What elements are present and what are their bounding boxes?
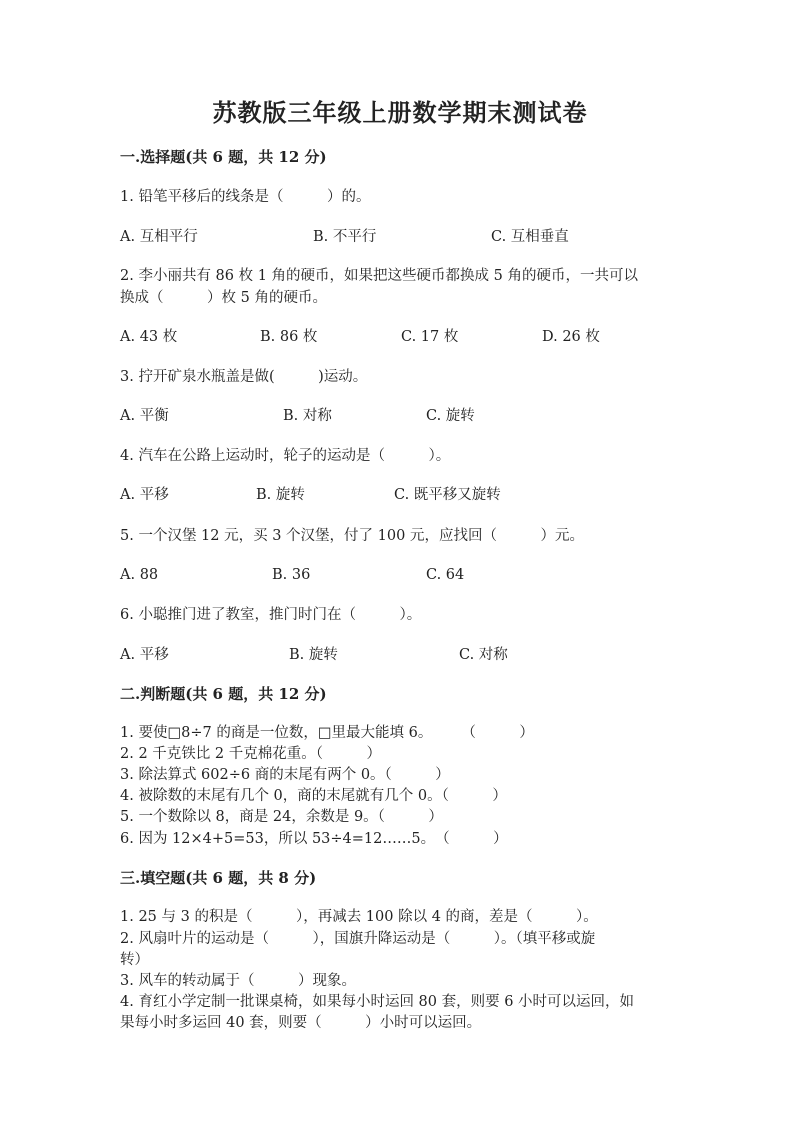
- section-heading-choice: 一.选择题(共 6 题，共 12 分): [120, 148, 327, 166]
- fill-blank-line: 4. 育红小学定制一批课桌椅，如果每小时运回 80 套，则要 6 小时可以运回，如: [120, 994, 635, 1010]
- option-b: B. 对称: [283, 408, 332, 424]
- option-a: A. 互相平行: [120, 229, 198, 245]
- page-title: 苏教版三年级上册数学期末测试卷: [212, 98, 588, 127]
- section-heading-judgement: 二.判断题(共 6 题，共 12 分): [120, 685, 327, 703]
- option-a: A. 平移: [120, 487, 169, 503]
- section-heading-fill-blank: 三.填空题(共 6 题，共 8 分): [120, 869, 317, 887]
- question-text-continued: 换成（ ）枚 5 角的硬币。: [120, 290, 327, 306]
- option-b: B. 旋转: [289, 647, 338, 663]
- question-text: 4. 汽车在公路上运动时，轮子的运动是（ ）。: [120, 448, 451, 464]
- fill-blank-line: 转）: [120, 952, 149, 968]
- judgement-item: 4. 被除数的末尾有几个 0，商的末尾就有几个 0。（ ）: [120, 788, 507, 804]
- option-b: B. 36: [272, 567, 311, 583]
- option-b: B. 86 枚: [260, 329, 318, 345]
- option-a: A. 88: [120, 567, 159, 583]
- option-c: C. 17 枚: [401, 329, 459, 345]
- question-text: 2. 李小丽共有 86 枚 1 角的硬币，如果把这些硬币都换成 5 角的硬币，一共可以: [120, 268, 638, 284]
- judgement-item: 2. 2 千克铁比 2 千克棉花重。（ ）: [120, 746, 381, 762]
- option-d: D. 26 枚: [542, 329, 600, 345]
- option-c: C. 既平移又旋转: [394, 487, 501, 503]
- judgement-item: 3. 除法算式 602÷6 商的末尾有两个 0。（ ）: [120, 767, 450, 783]
- option-c: C. 互相垂直: [491, 229, 569, 245]
- question-text: 6. 小聪推门进了教室，推门时门在（ ）。: [120, 607, 422, 623]
- judgement-item: 5. 一个数除以 8，商是 24，余数是 9。（ ）: [120, 809, 443, 825]
- option-a: A. 平移: [120, 647, 169, 663]
- question-text: 3. 拧开矿泉水瓶盖是做( )运动。: [120, 369, 368, 385]
- judgement-item: 1. 要使□8÷7 的商是一位数，□里最大能填 6。 （ ）: [120, 725, 534, 741]
- fill-blank-line: 2. 风扇叶片的运动是（ ），国旗升降运动是（ ）。（填平移或旋: [120, 931, 596, 947]
- option-c: C. 64: [426, 567, 465, 583]
- question-text: 5. 一个汉堡 12 元，买 3 个汉堡，付了 100 元，应找回（ ）元。: [120, 528, 584, 544]
- option-b: B. 旋转: [256, 487, 305, 503]
- fill-blank-line: 1. 25 与 3 的积是（ ），再减去 100 除以 4 的商，差是（ ）。: [120, 909, 598, 925]
- option-b: B. 不平行: [313, 229, 377, 245]
- option-c: C. 旋转: [426, 408, 475, 424]
- option-a: A. 43 枚: [120, 329, 178, 345]
- option-c: C. 对称: [459, 647, 508, 663]
- question-text: 1. 铅笔平移后的线条是（ ）的。: [120, 189, 371, 205]
- fill-blank-line: 3. 风车的转动属于（ ）现象。: [120, 973, 356, 989]
- judgement-item: 6. 因为 12×4+5=53，所以 53÷4=12……5。 （ ）: [120, 831, 508, 847]
- option-a: A. 平衡: [120, 408, 169, 424]
- fill-blank-line: 果每小时多运回 40 套，则要（ ）小时可以运回。: [120, 1015, 482, 1031]
